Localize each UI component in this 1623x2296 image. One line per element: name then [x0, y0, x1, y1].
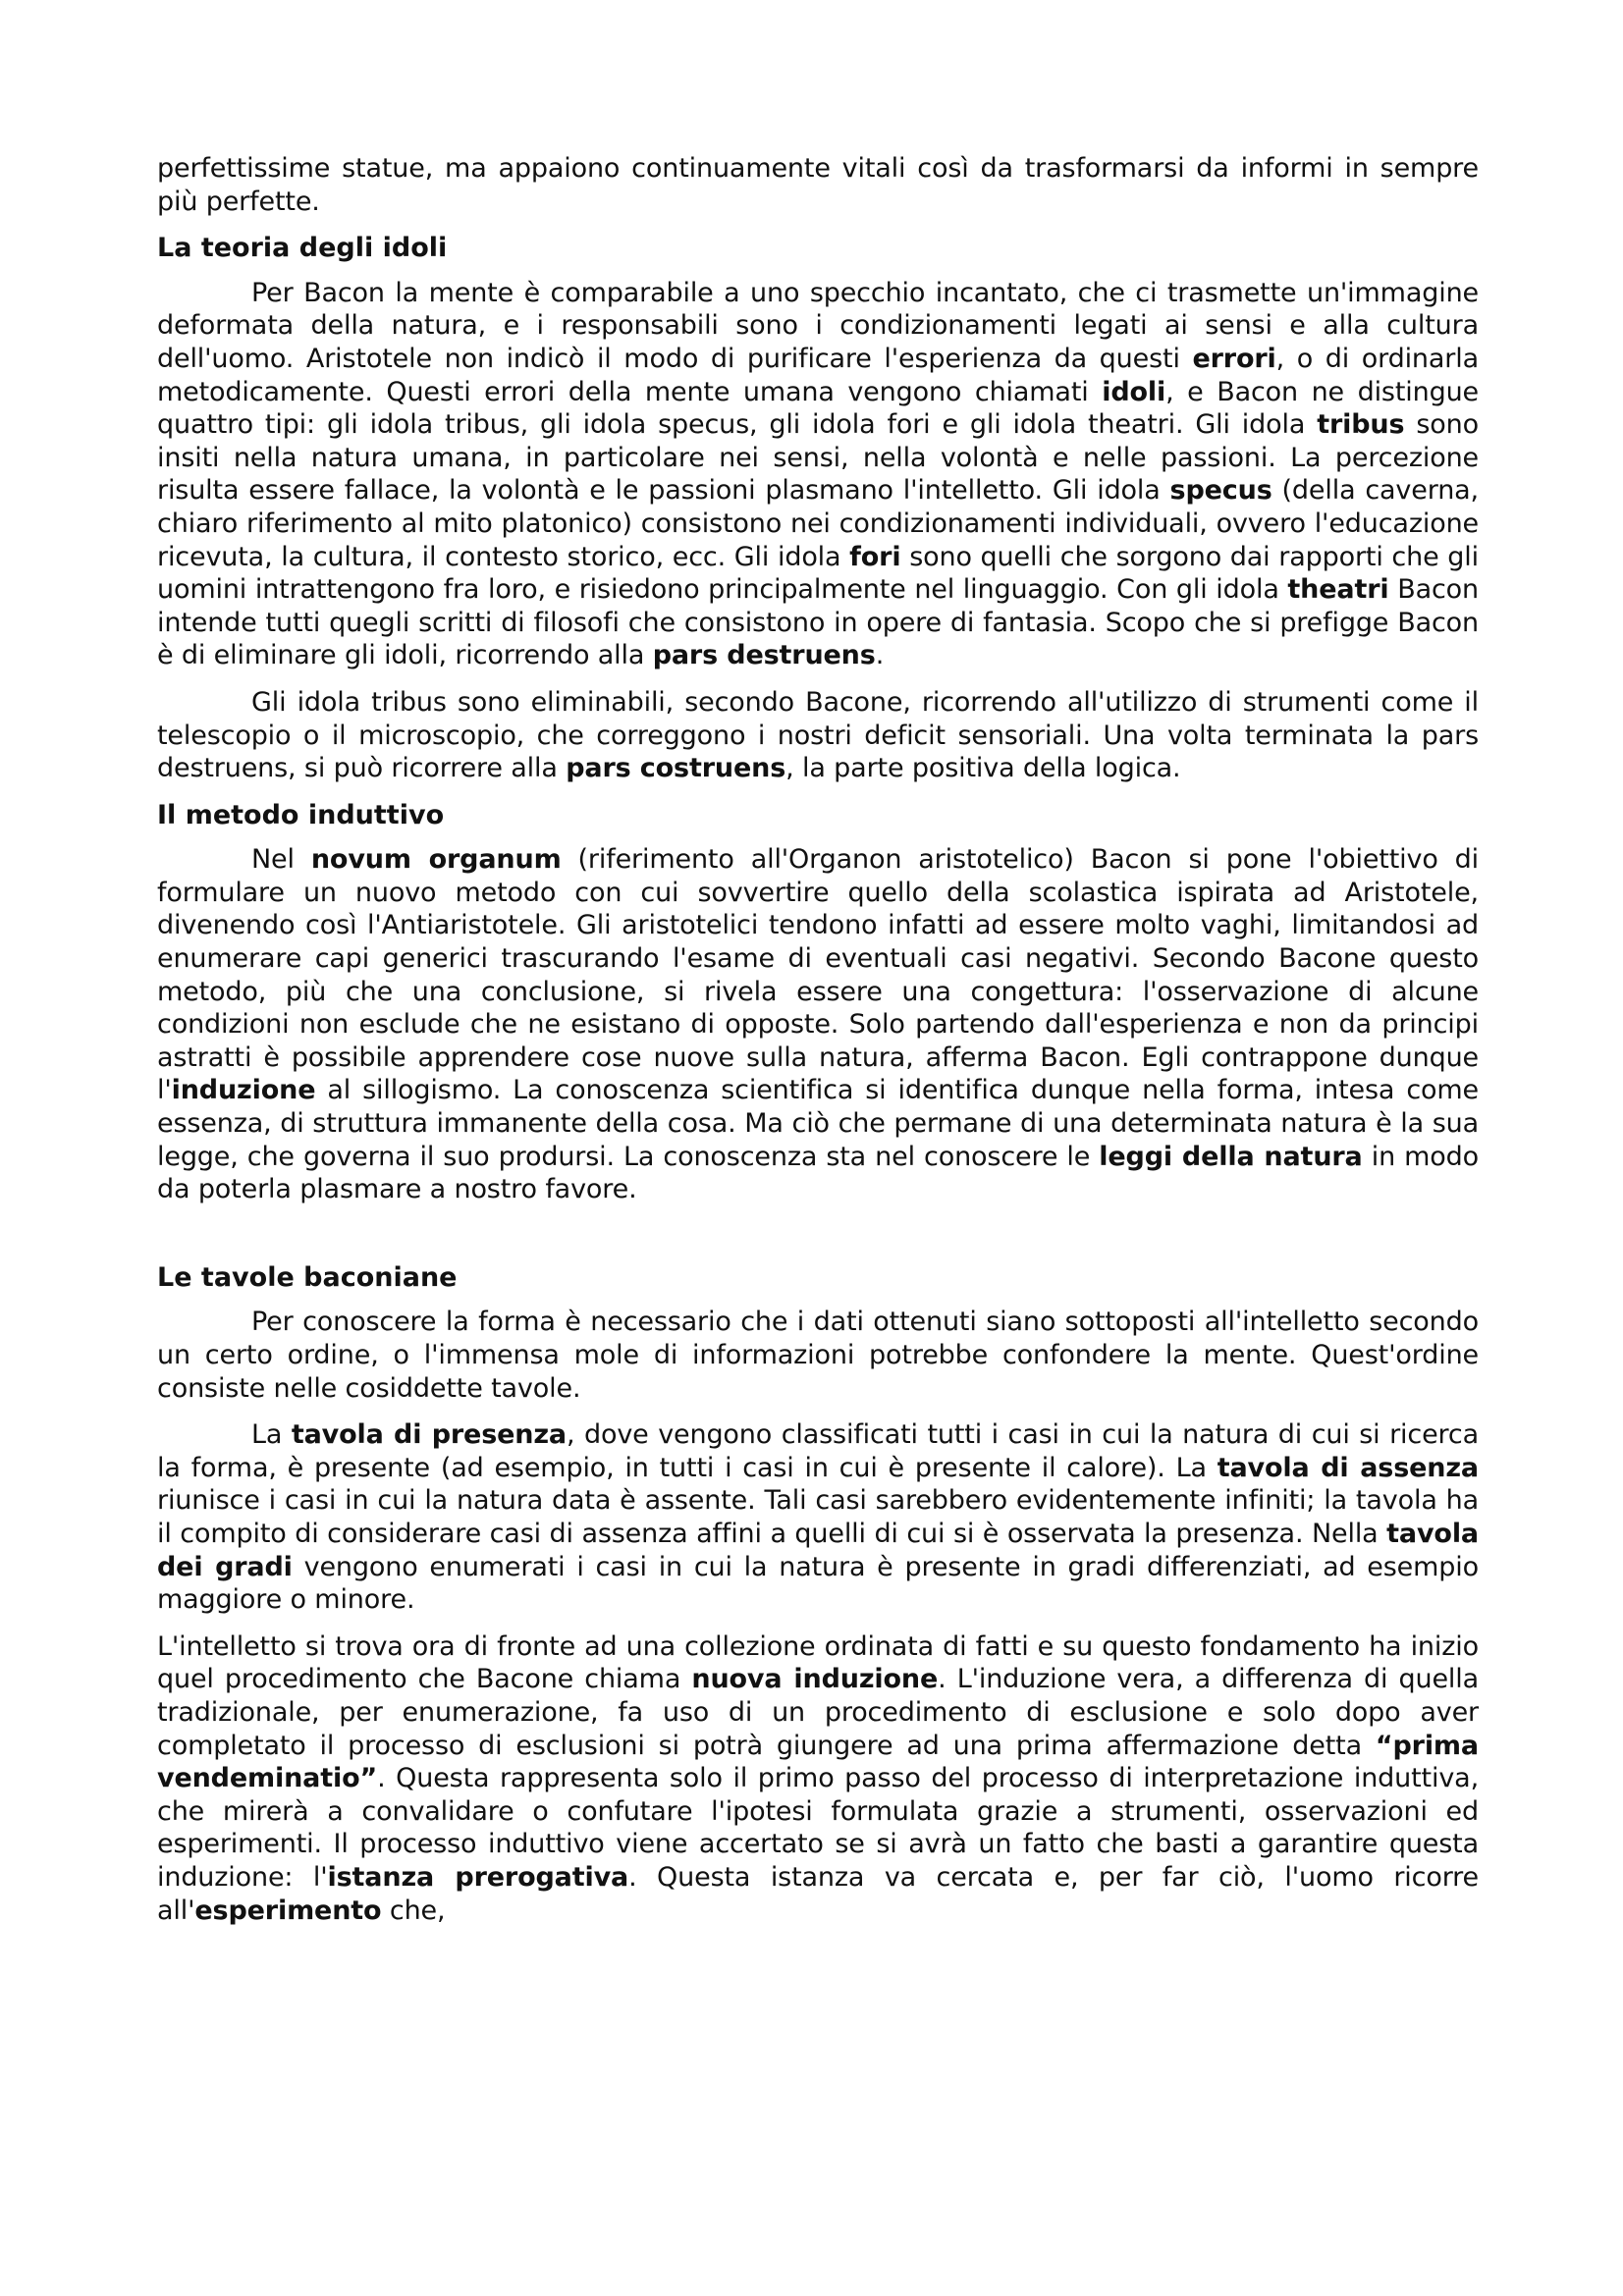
bold-term: tavola dei gradi [157, 1518, 1479, 1582]
bold-term: esperimento [194, 1895, 382, 1926]
bold-term: novum organum [310, 844, 562, 876]
bold-term: leggi della natura [1099, 1141, 1363, 1172]
bold-term: specus [1169, 475, 1272, 507]
bold-term: tavola di presenza [291, 1419, 568, 1451]
paragraph-idola-tribus: Gli idola tribus sono eliminabili, secondo Bacone, ricorrendo all'utilizzo di strumenti come il telescopio o il microscopio, che correggono i nostri deficit sensoriali. Una volta terminata la pars destruens, si può ricorrere alla pars costruens, la parte positiva della logica. [157, 686, 1479, 784]
bold-term: pars destruens [652, 640, 876, 671]
heading-tavole-baconiane: Le tavole baconiane [157, 1261, 458, 1293]
bold-term: tribus [1317, 409, 1405, 441]
paragraph-nuova-induzione: L'intelletto si trova ora di fronte ad una collezione ordinata di fatti e su questo fondamento ha inizio quel procedimento che Bacone chiama nuova induzione. L'induzione vera, a differenza di quella tradizionale, per enumerazione, fa uso di un procedimento di esclusione e solo dopo aver completato il processo di esclusioni si potrà giungere ad una prima affermazione detta “prima vendeminatio”. Questa rappresenta solo il primo passo del processo di interpretazione induttiva, che mirerà a convalidare o confutare l'ipotesi formulata grazie a strumenti, osservazioni ed esperimenti. Il processo induttivo viene accertato se si avrà un fatto che basti a garantire questa induzione: l'istanza prerogativa. Questa istanza va cercata e, per far ciò, l'uomo ricorre all'esperimento che, [157, 1630, 1480, 1926]
bold-term: errori [1192, 343, 1276, 374]
heading-metodo-induttivo: Il metodo induttivo [157, 799, 445, 830]
bold-term: idoli [1102, 376, 1166, 407]
bold-term: istanza prerogativa [327, 1861, 629, 1893]
bold-term: nuova induzione [691, 1664, 939, 1695]
paragraph-idoli: Per Bacon la mente è comparabile a uno specchio incantato, che ci trasmette un'immagine deformata della natura, e i responsabili sono i condizionamenti legati ai sensi e alla cultura dell'uomo. Aristotele non indicò il modo di purificare l'esperienza da questi errori, o di ordinarla metodicamente. Questi errori della mente umana vengono chiamati idoli, e Bacon ne distingue quattro tipi: gli idola tribus, gli idola specus, gli idola fori e gli idola theatri. Gli idola tribus sono insiti nella natura umana, in particolare nei sensi, nella volontà e nelle passioni. La percezione risulta essere fallace, la volontà e le passioni plasmano l'intelletto. Gli idola specus (della caverna, chiaro riferimento al mito platonico) consistono nei condizionamenti individuali, ovvero l'educazione ricevuta, la cultura, il contesto storico, ecc. Gli idola fori sono quelli che sorgono dai rapporti che gli uomini intrattengono fra loro, e risiedono principalmente nel linguaggio. Con gli idola theatri Bacon intende tutti quegli scritti di filosofi che consistono in opere di fantasia. Scopo che si prefigge Bacon è di eliminare gli idoli, ricorrendo alla pars destruens. [157, 277, 1480, 671]
document-page [157, 152, 1479, 1941]
bold-term: “prima vendeminatio” [157, 1730, 1479, 1794]
bold-term: fori [849, 541, 901, 572]
bold-term: induzione [171, 1075, 316, 1106]
bold-term: tavola di assenza [1217, 1452, 1479, 1483]
paragraph-forma: Per conoscere la forma è necessario che i dati ottenuti siano sottoposti all'intelletto secondo un certo ordine, o l'immensa mole di informazioni potrebbe confondere la mente. Quest'ordine consiste nelle cosiddette tavole. [157, 1307, 1479, 1404]
paragraph-tavole: La tavola di presenza, dove vengono classificati tutti i casi in cui la natura di cui si ricerca la forma, è presente (ad esempio, in tutti i casi in cui è presente il calore). La tavola di assenza riunisce i casi in cui la natura data è assente. Tali casi sarebbero evidentemente infiniti; la tavola ha il compito di considerare casi di assenza affini a quelli di cui si è osservata la presenza. Nella tavola dei gradi vengono enumerati i casi in cui la natura è presente in gradi differenziati, ad esempio maggiore o minore. [157, 1419, 1480, 1616]
bold-term: theatri [1287, 574, 1389, 606]
paragraph-continuation: perfettissime statue, ma appaiono continuamente vitali così da trasformarsi da informi in sempre più perfette. [157, 153, 1479, 217]
bold-term: pars costruens [566, 753, 786, 784]
heading-teoria-idoli: La teoria degli idoli [157, 233, 448, 264]
paragraph-novum-organum: Nel novum organum (riferimento all'Organon aristotelico) Bacon si pone l'obiettivo di formulare un nuovo metodo con cui sovvertire quello della scolastica ispirata ad Aristotele, divenendo così l'Antiaristotele. Gli aristotelici tendono infatti ad essere molto vaghi, limitandosi ad enumerare capi generici trascurando l'esame di eventuali casi negativi. Secondo Bacone questo metodo, più che una conclusione, si rivela essere una congettura: l'osservazione di alcune condizioni non esclude che ne esistano di opposte. Solo partendo dall'esperienza e non da principi astratti è possibile apprendere cose nuove sulla natura, afferma Bacon. Egli contrappone dunque l'induzione al sillogismo. La conoscenza scientifica si identifica dunque nella forma, intesa come essenza, di struttura immanente della cosa. Ma ciò che permane di una determinata natura è la sua legge, che governa il suo prodursi. La conoscenza sta nel conoscere le leggi della natura in modo da poterla plasmare a nostro favore. [157, 844, 1480, 1205]
